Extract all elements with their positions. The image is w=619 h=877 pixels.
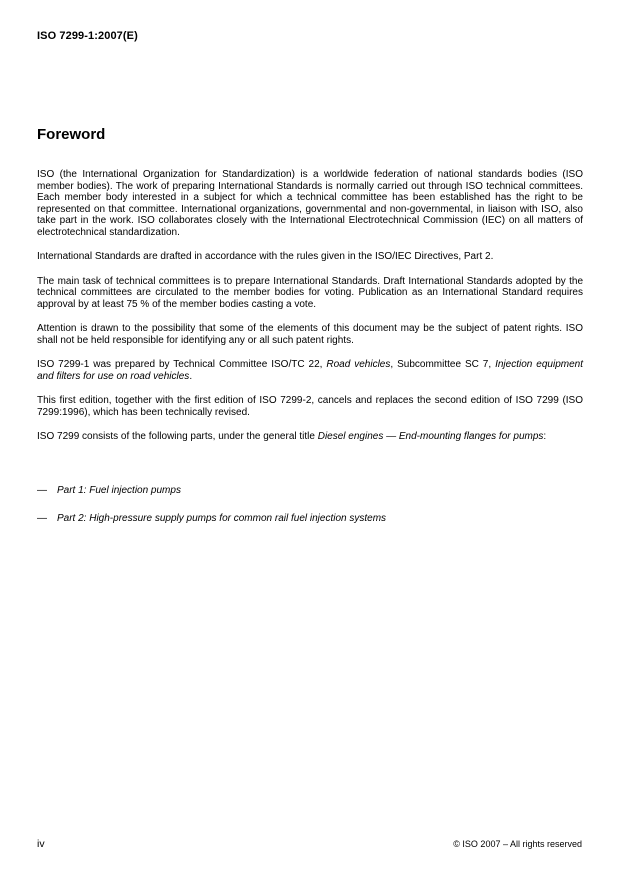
italic-run-general-title: Diesel engines — End-mounting flanges for pumps <box>317 431 544 442</box>
page-number: iv <box>37 838 45 850</box>
text-run: ISO 7299 consists of the following parts, under the general title <box>37 431 318 442</box>
page-footer <box>37 838 582 850</box>
paragraph-iso-federation: ISO (the International Organization for Standardization) is a worldwide federation of national standards bodies (ISO member bodies). The work of preparing International Standards is normally carried out through ISO technical committees. Each member body interested in a subject for which a technical committee has been established has the right to be represented on that committee. International organizations, governmental and non-governmental, in liaison with ISO, also take part in the work. ISO collaborates closely with the International Electrotechnical Commission (IEC) on all matters of electrotechnical standardization. <box>37 169 583 238</box>
paragraph-parts-intro <box>37 431 583 443</box>
text-run: : <box>543 431 547 442</box>
paragraph-first-edition: This first edition, together with the first edition of ISO 7299-2, cancels and replaces the second edition of ISO 7299 (ISO 7299:1996), which has been technically revised. <box>37 395 583 418</box>
parts-list <box>37 485 583 525</box>
text-run: , Subcommittee SC 7, <box>390 359 496 370</box>
italic-run-subcommittee-title: Injection equipment and filters for use on road vehicles <box>37 359 583 382</box>
list-dash: — <box>37 484 47 496</box>
text-run: . <box>189 370 193 382</box>
foreword-section <box>37 126 583 542</box>
italic-run-road-vehicles: Road vehicles <box>326 359 391 370</box>
list-item-text: Part 2: High-pressure supply pumps for common rail fuel injection systems <box>57 513 387 524</box>
list-dash: — <box>37 513 47 524</box>
document-reference-header: ISO 7299-1:2007(E) <box>37 30 138 42</box>
paragraph-patent-rights: Attention is drawn to the possibility that some of the elements of this document may be the subject of patent rights. ISO shall not be held responsible for identifying any or all such patent rights. <box>37 323 583 346</box>
paragraph-committee <box>37 359 583 382</box>
list-item-part-1 <box>37 485 583 497</box>
list-item-part-2 <box>37 513 583 525</box>
section-title: Foreword <box>37 126 106 143</box>
paragraph-directives: International Standards are drafted in accordance with the rules given in the ISO/IEC Directives, Part 2. <box>37 251 494 262</box>
text-run: ISO 7299-1 was prepared by Technical Committee ISO/TC 22, <box>37 359 327 370</box>
paragraph-main-task: The main task of technical committees is to prepare International Standards. Draft International Standards adopted by the technical committees are circulated to the member bodies for voting. Publication as an International Standard requires approval by at least 75 % of the member bodies casting a vote. <box>37 275 583 310</box>
list-item-text: Part 1: Fuel injection pumps <box>57 484 181 496</box>
copyright-notice: © ISO 2007 – All rights reserved <box>453 839 582 849</box>
